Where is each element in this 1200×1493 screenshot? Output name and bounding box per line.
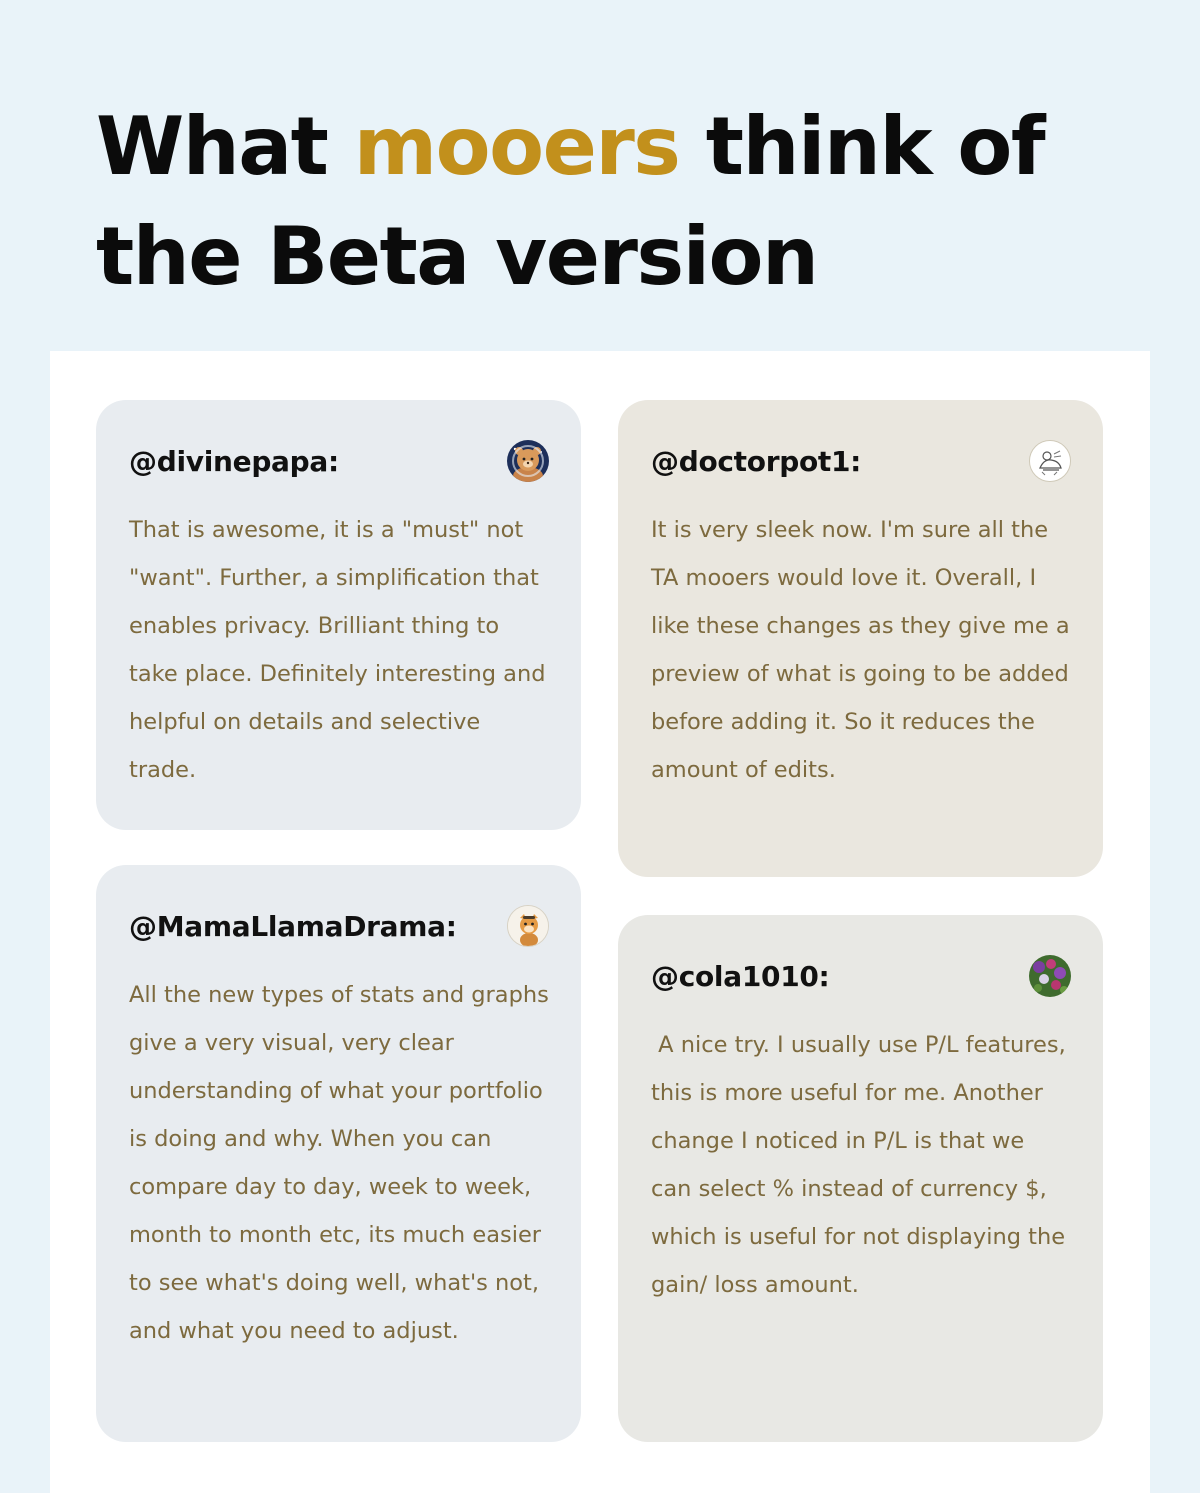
title-accent-word: mooers	[353, 100, 680, 193]
testimonial-card-doctorpot1	[618, 400, 1103, 877]
card-header	[129, 440, 549, 482]
testimonial-quote: All the new types of stats and graphs give a very visual, very clear understanding of what your portfolio is doing and why. When you can compare day to day, week to week, month to month etc, its much easier to see what's doing well, what's not, and what you need to adjust.	[129, 982, 557, 1344]
title-prefix: What	[96, 100, 354, 193]
card-header	[651, 955, 1071, 997]
testimonial-quote: A nice try. I usually use P/L features, this is more useful for me. Another change I noticed in P/L is that we can select % instead of currency $, which is useful for not displaying the gain/ loss amount.	[651, 1032, 1073, 1298]
testimonial-quote: That is awesome, it is a "must" not "want". Further, a simplification that enables privacy. Brilliant thing to take place. Definitely interesting and helpful on details and selective trade.	[129, 517, 553, 783]
cartoon-cow-avatar-icon[interactable]	[507, 905, 549, 947]
astronaut-bear-avatar-icon[interactable]	[507, 440, 549, 482]
testimonial-card-divinepapa	[96, 400, 581, 830]
page-title	[96, 92, 1136, 312]
sketch-drawing-avatar-icon[interactable]	[1029, 440, 1071, 482]
user-handle[interactable]: @MamaLlamaDrama:	[129, 909, 457, 943]
user-handle[interactable]: @divinepapa:	[129, 444, 339, 478]
card-header	[651, 440, 1071, 482]
testimonial-card-cola1010	[618, 915, 1103, 1442]
testimonial-card-mamallamadrama	[96, 865, 581, 1442]
user-handle[interactable]: @cola1010:	[651, 959, 830, 993]
title-suffix: think of the Beta version	[96, 100, 1045, 303]
flowers-photo-avatar-icon[interactable]	[1029, 955, 1071, 997]
card-header	[129, 905, 549, 947]
testimonial-quote: It is very sleek now. I'm sure all the TA mooers would love it. Overall, I like these changes as they give me a preview of what is going to be added before adding it. So it reduces the amount of edits.	[651, 517, 1077, 783]
user-handle[interactable]: @doctorpot1:	[651, 444, 862, 478]
testimonials-panel	[50, 351, 1150, 1493]
